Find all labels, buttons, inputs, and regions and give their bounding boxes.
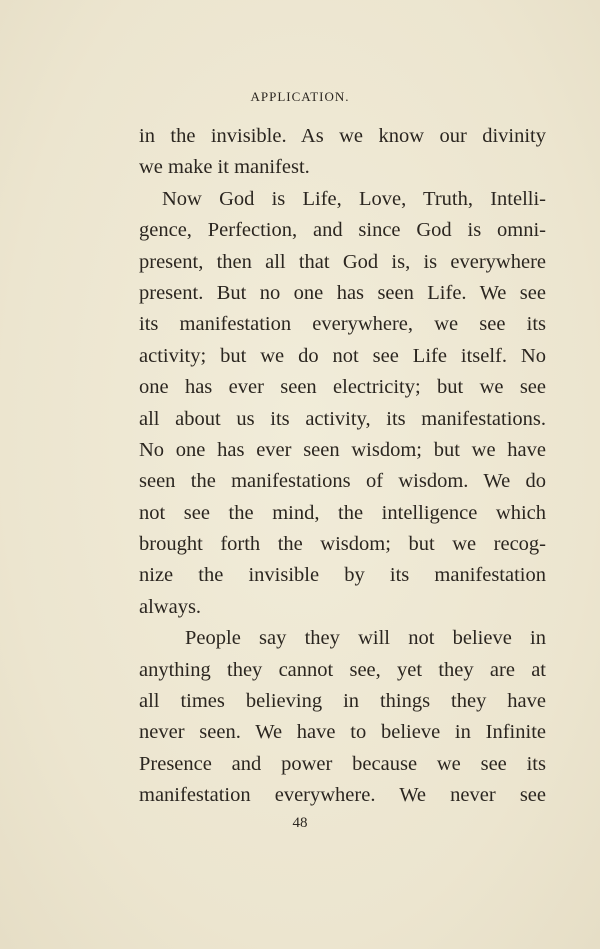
text-line: never seen. We have to believe in Infinite [139, 721, 546, 744]
text-line: its manifestation everywhere, we see its [139, 313, 546, 336]
text-line: manifestation everywhere. We never see [139, 784, 546, 807]
text-line: all about us its activity, its manifestations. [139, 407, 546, 430]
page-number: 48 [292, 815, 308, 831]
text-line: always. [139, 595, 202, 618]
text-line: Presence and power because we see its [139, 752, 546, 775]
text-line: No one has ever seen wisdom; but we have [139, 438, 546, 461]
text-line: in the invisible. As we know our divinity [139, 125, 546, 147]
text-line: one has ever seen electricity; but we see [139, 376, 546, 399]
text-line: anything they cannot see, yet they are at [139, 658, 546, 681]
text-line: gence, Perfection, and since God is omni- [139, 219, 546, 242]
text-line: all times believing in things they have [139, 690, 546, 713]
text-line: present. But no one has seen Life. We see [139, 281, 546, 304]
text-line: nize the invisible by its manifestation [139, 564, 546, 587]
text-line: Now God is Life, Love, Truth, Intelli- [162, 187, 546, 210]
text-line: brought forth the wisdom; but we recog- [139, 533, 546, 556]
page-body-text [139, 121, 546, 812]
text-line: we make it manifest. [139, 156, 310, 179]
text-line: present, then all that God is, is everywhere [139, 250, 546, 273]
text-line: not see the mind, the intelligence which [139, 501, 546, 524]
text-line: People say they will not believe in [185, 627, 546, 650]
running-header: APPLICATION. [250, 89, 350, 104]
text-line: activity; but we do not see Life itself. No [139, 344, 546, 367]
text-line: seen the manifestations of wisdom. We do [139, 470, 546, 493]
